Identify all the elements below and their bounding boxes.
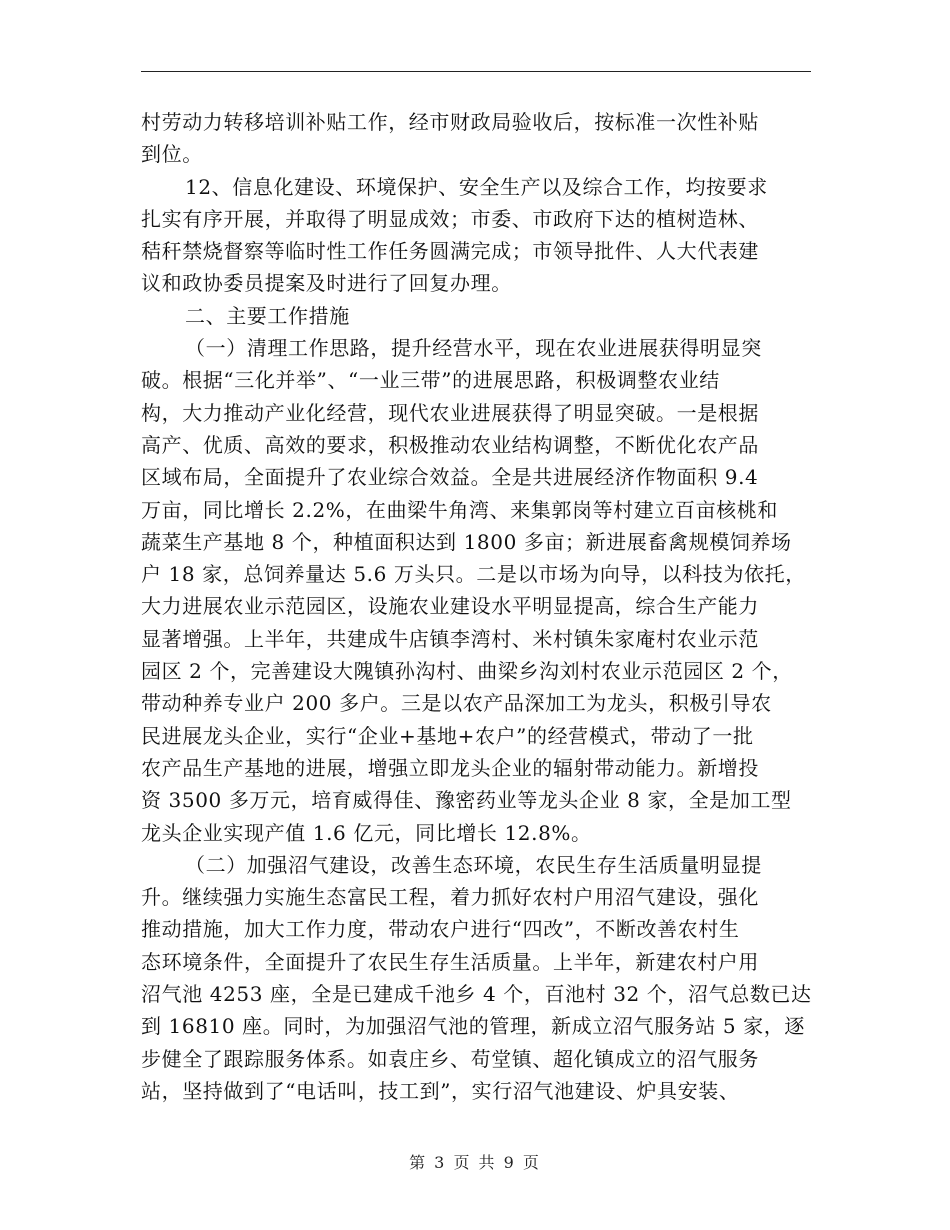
text-line: 万亩，同比增长 2.2%，在曲梁牛角湾、来集郭岗等村建立百亩核桃和 [141, 497, 778, 522]
text-line: 秸秆禁烧督察等临时性工作任务圆满完成；市领导批件、人大代表建 [141, 239, 759, 264]
text-line: 推动措施，加大工作力度，带动农户进行“四改”，不断改善农村生 [141, 917, 740, 942]
text-line: 构，大力推动产业化经营，现代农业进展获得了明显突破。一是根据 [141, 400, 759, 425]
text-line: 议和政协委员提案及时进行了回复办理。 [141, 271, 512, 296]
text-line: 区域布局，全面提升了农业综合效益。全是共进展经济作物面积 9.4 [141, 465, 759, 490]
text-line: 农产品生产基地的进展，增强立即龙头企业的辐射带动能力。新增投 [141, 755, 759, 780]
text-line: 资 3500 多万元，培育威得佳、豫密药业等龙头企业 8 家，全是加工型 [141, 788, 792, 813]
text-line: 态环境条件，全面提升了农民生存生活质量。上半年，新建农村户用 [141, 949, 759, 974]
text-line: 到位。 [141, 142, 203, 167]
text-line: 到 16810 座。同时，为加强沼气池的管理，新成立沼气服务站 5 家，逐 [141, 1014, 805, 1039]
text-line: 大力进展农业示范园区，设施农业建设水平明显提高，综合生产能力 [141, 594, 759, 619]
text-line: 户 18 家，总饲养量达 5.6 万头只。二是以市场为向导，以科技为依托， [141, 562, 806, 587]
document-body [141, 106, 811, 1107]
text-line: （二）加强沼气建设，改善生态环境，农民生存生活质量明显提 [185, 852, 762, 877]
text-line: 显著增强。上半年，共建成牛店镇李湾村、米村镇朱家庵村农业示范 [141, 626, 759, 651]
text-line: 步健全了跟踪服务体系。如袁庄乡、苟堂镇、超化镇成立的沼气服务 [141, 1046, 759, 1071]
text-line: 站，坚持做到了“电话叫，技工到”，实行沼气池建设、炉具安装、 [141, 1078, 740, 1103]
text-line: （一）清理工作思路，提升经营水平，现在农业进展获得明显突 [185, 336, 762, 361]
header-rule [141, 71, 811, 72]
text-line: 龙头企业实现产值 1.6 亿元，同比增长 12.8%。 [141, 820, 592, 845]
text-line: 民进展龙头企业，实行“企业+基地+农户”的经营模式，带动了一批 [141, 723, 754, 748]
text-line: 高产、优质、高效的要求，积极推动农业结构调整，不断优化农产品 [141, 432, 759, 457]
text-line: 12、信息化建设、环境保护、安全生产以及综合工作，均按要求 [185, 174, 768, 199]
text-line: 村劳动力转移培训补贴工作，经市财政局验收后，按标准一次性补贴 [141, 110, 759, 134]
page-number: 第 3 页 共 9 页 [409, 1153, 541, 1172]
text-line: 带动种养专业户 200 多户。三是以农产品深加工为龙头，积极引导农 [141, 691, 772, 716]
text-line: 破。根据“三化并举”、“一业三带”的进展思路，积极调整农业结 [141, 368, 720, 393]
text-line: 园区 2 个，完善建设大隗镇孙沟村、曲梁乡沟刘村农业示范园区 2 个， [141, 659, 793, 684]
text-line: 升。继续强力实施生态富民工程，着力抓好农村户用沼气建设，强化 [141, 885, 759, 910]
text-line: 二、主要工作措施 [185, 303, 350, 328]
text-line: 扎实有序开展，并取得了明显成效；市委、市政府下达的植树造林、 [141, 206, 759, 231]
text-line: 沼气池 4253 座，全是已建成千池乡 4 个，百池村 32 个，沼气总数已达 [141, 982, 812, 1007]
text-line: 蔬菜生产基地 8 个，种植面积达到 1800 多亩；新进展畜禽规模饲养场 [141, 529, 792, 554]
